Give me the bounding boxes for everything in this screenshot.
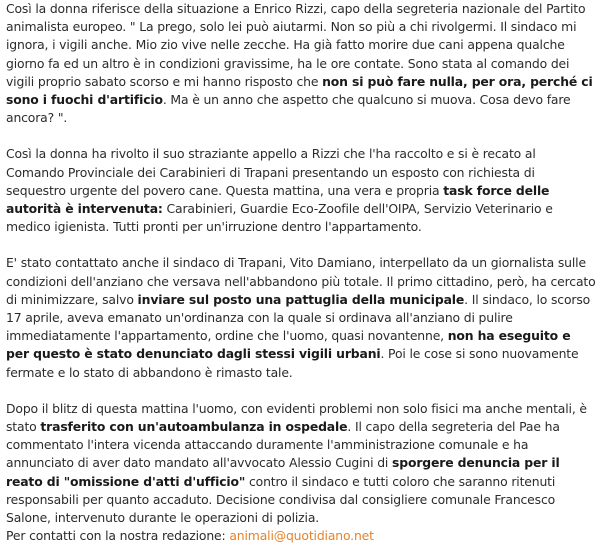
paragraph-1 — [6, 0, 596, 127]
paragraph-4 — [6, 400, 596, 545]
contact-label: Per contatti con la nostra redazione: — [6, 528, 230, 544]
contact-email-link[interactable]: animali@quotidiano.net — [229, 528, 374, 544]
paragraph-2 — [6, 145, 596, 236]
bold-text: non ha eseguito e per questo è stato denunciato dagli stessi vigili urbani — [6, 328, 571, 362]
text-segment: . Il sindaco, lo scorso 17 aprile, aveva emanato un'ordinanza con la quale si ordinava all'anziano di pulire immediatamente l'appartamento, ordine che l'uomo, quasi novantenne, — [6, 291, 591, 344]
paragraph-3 — [6, 254, 596, 381]
text-segment: . Il capo della segreteria del Pae ha commentato l'intera vicenda attaccando duramente l'amministrazione comunale e ha annunciato di aver dato mandato all'avvocato Alessio Cugini di — [6, 419, 560, 471]
text-segment: Così la donna riferisce della situazione a Enrico Rizzi, capo della segreteria nazionale del Partito animalista europeo. " La prego, solo lei può aiutarmi. Non so più a chi rivolgermi. Il sindaco mi ignora, i vigili anche. Mio zio vive nelle zecche. Ha già fatto morire due cani appena qualche giorno fa ed un altro è in condizioni gravissime, ha le ore contate. Sono stata al comando dei vigili proprio sabato scorso e mi hanno risposto che — [6, 1, 586, 89]
text-segment: Dopo il blitz di questa mattina l'uomo, con evidenti problemi non solo fisici ma anche mentali, è stato — [6, 400, 587, 435]
bold-text: inviare sul posto una pattuglia della municipale — [137, 291, 465, 307]
bold-text: trasferito con un'autoambulanza in ospedale — [40, 419, 348, 435]
bold-text: task force delle autorità è intervenuta: — [6, 182, 550, 217]
text-segment: . Ma è un anno che aspetto che qualcuno si muova. Cosa devo fare ancora? ". — [6, 92, 571, 126]
text-segment: contro il sindaco e tutti coloro che saranno ritenuti responsabili per quanto accaduto. Decisione condivisa dal consigliere comunale Francesco Salone, intervenuto durante le operazioni di polizia. — [6, 473, 556, 526]
text-segment: E' stato contattato anche il sindaco di Trapani, Vito Damiano, interpellato da un giornalista sulle condizioni dell'anziano che versava nell'abbandono più totale. Il primo cittadino, però, ha cercato di minimizzare, salvo — [6, 255, 596, 307]
bold-text: sporgere denuncia per il reato di "omissione d'atti d'ufficio" — [6, 455, 560, 489]
text-segment: Carabinieri, Guardie Eco-Zoofile dell'OIPA, Servizio Veterinario e medico igienista. Tutti pronti per un'irruzione dentro l'appartamento. — [6, 201, 553, 235]
text-segment: Così la donna ha rivolto il suo straziante appello a Rizzi che l'ha raccolto e si è recato al Comando Provinciale dei Carabinieri di Trapani presentando un esposto con richiesta di sequestro urgente del povero cane. Questa mattina, una vera e propria — [6, 146, 536, 198]
bold-text: non si può fare nulla, per ora, perché ci sono i fuochi d'artificio — [6, 73, 593, 108]
text-segment: . Poi le cose si sono nuovamente fermate e lo stato di abbandono è rimasto tale. — [6, 346, 579, 380]
